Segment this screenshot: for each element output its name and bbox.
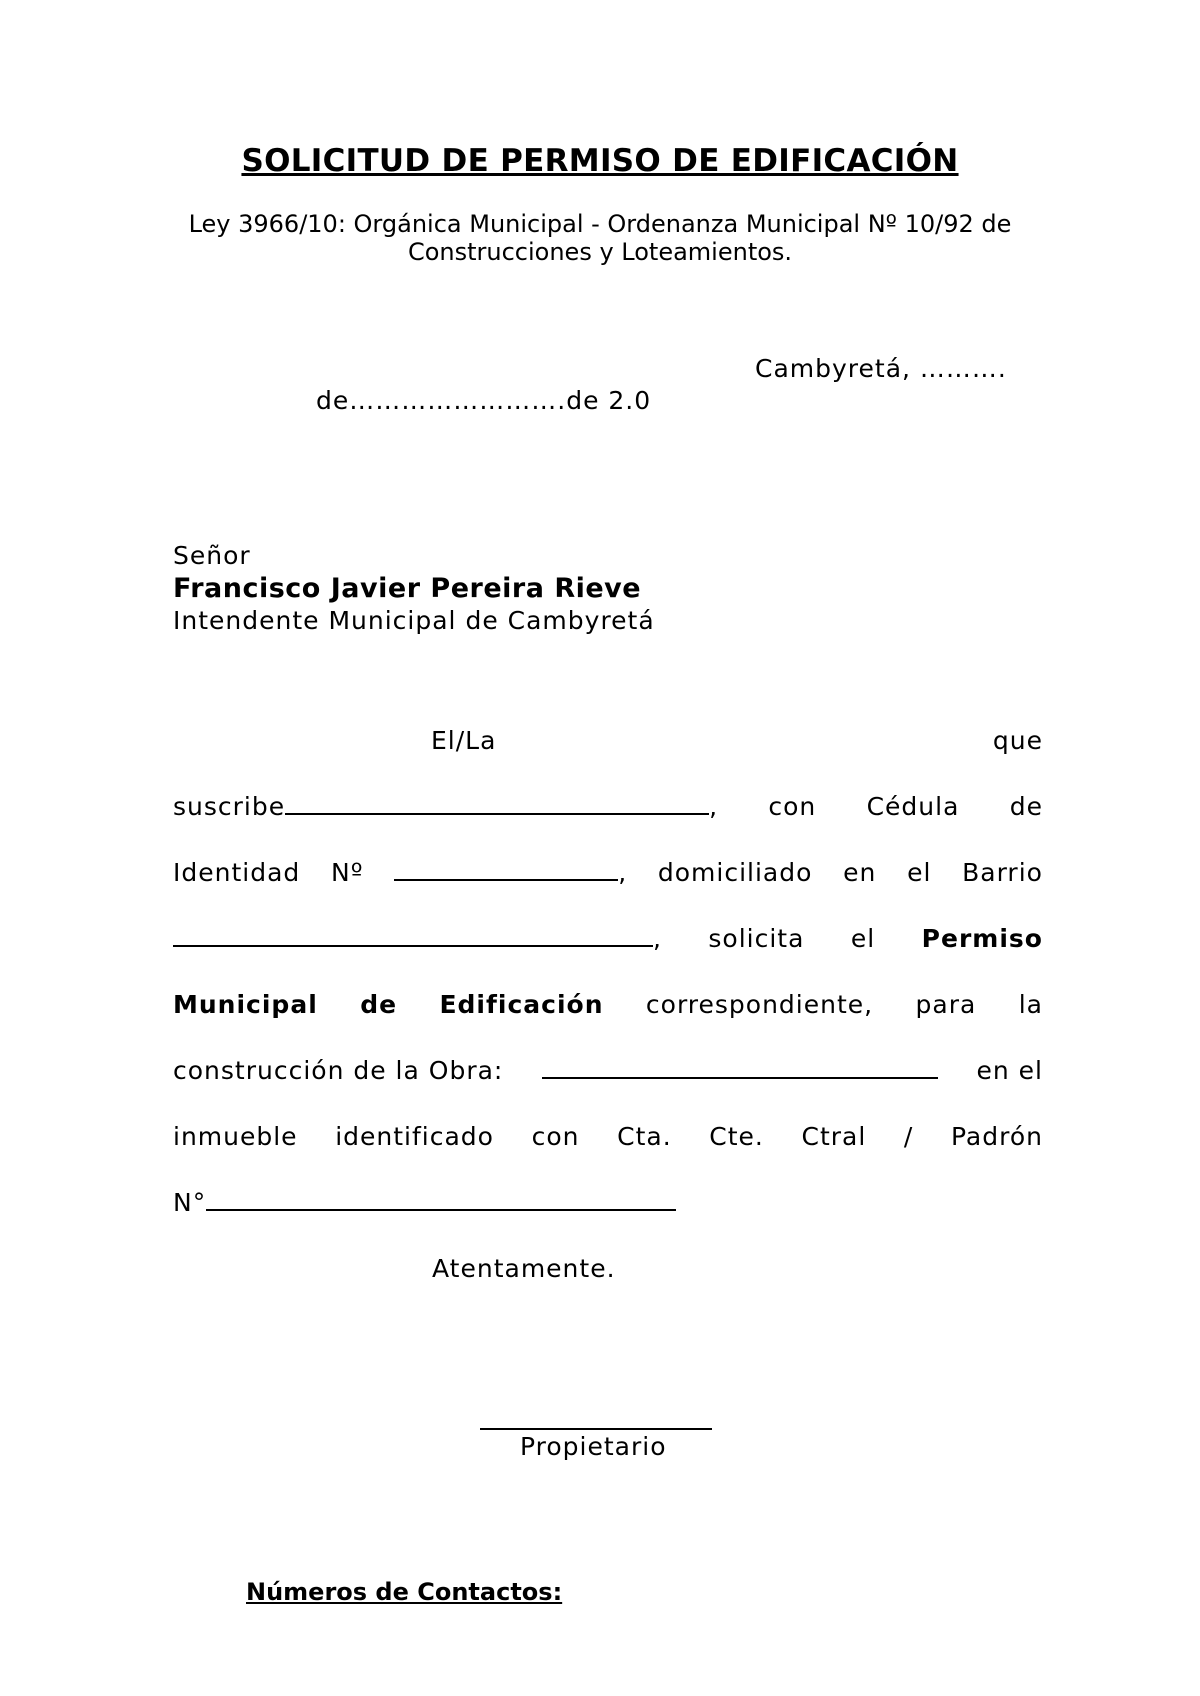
body-text: construcción de la Obra: xyxy=(173,1056,504,1085)
law-reference: Ley 3966/10: Orgánica Municipal - Ordenanza Municipal Nº 10/92 de Construcciones y Loteamientos. xyxy=(188,210,1012,266)
recipient-salutation: Señor xyxy=(173,541,251,570)
body-text: N° xyxy=(173,1188,207,1217)
body-text: Padrón xyxy=(950,1122,1043,1151)
neighborhood-field[interactable] xyxy=(173,925,653,947)
date-line-month-year: de…………………….de 2.0 xyxy=(316,386,652,415)
body-text: inmueble xyxy=(173,1122,298,1151)
body-text: Municipal xyxy=(173,990,318,1019)
body-text: en xyxy=(843,858,877,887)
contacts-heading: Números de Contactos: xyxy=(246,1578,563,1606)
body-line-7 xyxy=(173,1122,1043,1151)
signature-label: Propietario xyxy=(520,1432,667,1461)
body-text: Ctral xyxy=(801,1122,867,1151)
body-line-6 xyxy=(173,1056,1043,1085)
body-text: solicita xyxy=(708,924,805,953)
body-text: el xyxy=(907,858,932,887)
document-title: SOLICITUD DE PERMISO DE EDIFICACIÓN xyxy=(241,143,959,179)
body-text: con xyxy=(768,792,817,821)
body-text: identificado xyxy=(335,1122,494,1151)
body-text: El/La xyxy=(431,726,497,755)
body-line-5 xyxy=(173,990,1043,1019)
body-text: la xyxy=(1018,990,1043,1019)
body-text: Cédula xyxy=(866,792,960,821)
body-line-2 xyxy=(173,792,1043,821)
body-text: de xyxy=(360,990,398,1019)
body-text: , xyxy=(173,924,662,953)
body-text: Barrio xyxy=(962,858,1043,887)
body-text: Nº xyxy=(331,858,364,887)
signer-name-field[interactable] xyxy=(285,793,709,815)
body-text: Cte. xyxy=(709,1122,764,1151)
body-text: de xyxy=(1009,792,1043,821)
body-text: domiciliado xyxy=(657,858,813,887)
body-text: Permiso xyxy=(921,924,1043,953)
id-number-field[interactable] xyxy=(394,859,618,881)
work-description-field[interactable] xyxy=(542,1057,938,1079)
body-line-1 xyxy=(173,726,1043,755)
recipient-position: Intendente Municipal de Cambyretá xyxy=(173,606,655,635)
body-line-8 xyxy=(173,1188,1043,1217)
body-text: , xyxy=(394,858,627,887)
date-line-place: Cambyretá, ………. xyxy=(755,354,1007,383)
closing-text: Atentamente. xyxy=(432,1254,616,1283)
body-text: con xyxy=(531,1122,580,1151)
body-text: Edificación xyxy=(439,990,604,1019)
body-text: el xyxy=(850,924,876,953)
cadastral-number-field[interactable] xyxy=(206,1189,676,1211)
body-text: / xyxy=(903,1122,914,1151)
recipient-name: Francisco Javier Pereira Rieve xyxy=(173,573,642,604)
body-text: en el xyxy=(976,1056,1043,1085)
body-text: Identidad xyxy=(173,858,301,887)
signature-line[interactable] xyxy=(480,1428,712,1430)
body-line-3 xyxy=(173,858,1043,887)
body-text: suscribe , xyxy=(173,792,719,821)
body-text: para xyxy=(915,990,977,1019)
body-text: correspondiente, xyxy=(645,990,874,1019)
body-text: Cta. xyxy=(617,1122,672,1151)
body-text: que xyxy=(992,726,1043,755)
body-line-4 xyxy=(173,924,1043,953)
